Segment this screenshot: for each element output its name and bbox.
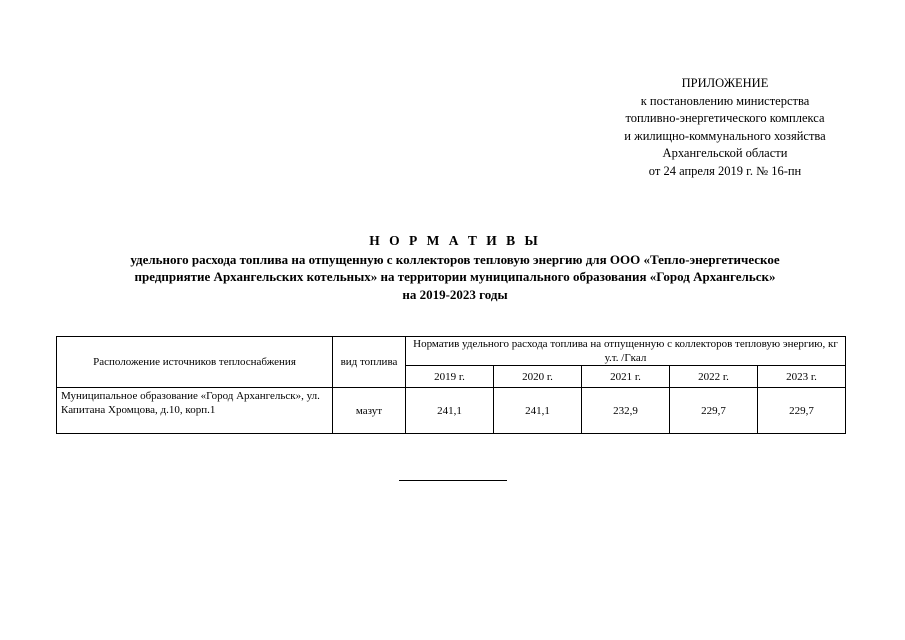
appendix-line: ПРИЛОЖЕНИЕ xyxy=(681,76,769,90)
title-line: удельного расхода топлива на отпущенную с коллекторов тепловую энергию для ООО «Тепло-энергетическое xyxy=(130,251,780,267)
norms-table xyxy=(56,336,846,434)
appendix-line: и жилищно-коммунального хозяйства xyxy=(624,128,826,143)
appendix-block xyxy=(560,75,890,180)
cell-value: 241,1 xyxy=(494,388,582,434)
header-norm: Норматив удельного расхода топлива на отпущенную с коллекторов тепловую энергию, кг у.т. /Гкал xyxy=(406,337,846,366)
document-title xyxy=(40,232,870,303)
header-year: 2021 г. xyxy=(582,366,670,388)
cell-location: Муниципальное образование «Город Архангельск», ул. Капитана Хромцова, д.10, корп.1 xyxy=(57,388,333,434)
cell-fuel: мазут xyxy=(333,388,406,434)
cell-value: 229,7 xyxy=(758,388,846,434)
appendix-line: от 24 апреля 2019 г. № 16-пн xyxy=(648,163,802,178)
appendix-line: к постановлению министерства xyxy=(640,93,810,108)
appendix-line: Архангельской области xyxy=(662,146,788,160)
title-main: Н О Р М А Т И В Ы xyxy=(369,233,541,248)
appendix-line: топливно-энергетического комплекса xyxy=(625,111,825,125)
title-line: предприятие Архангельских котельных» на территории муниципального образования «Город Архангельск» xyxy=(134,269,776,284)
title-line: на 2019-2023 годы xyxy=(402,286,508,302)
end-divider xyxy=(399,480,507,481)
header-year: 2019 г. xyxy=(406,366,494,388)
header-year: 2023 г. xyxy=(758,366,846,388)
header-location: Расположение источников теплоснабжения xyxy=(57,337,333,388)
table-row xyxy=(57,388,846,434)
header-year: 2020 г. xyxy=(494,366,582,388)
cell-value: 241,1 xyxy=(406,388,494,434)
header-fuel: вид топлива xyxy=(333,337,406,388)
header-year: 2022 г. xyxy=(670,366,758,388)
cell-value: 232,9 xyxy=(582,388,670,434)
cell-value: 229,7 xyxy=(670,388,758,434)
